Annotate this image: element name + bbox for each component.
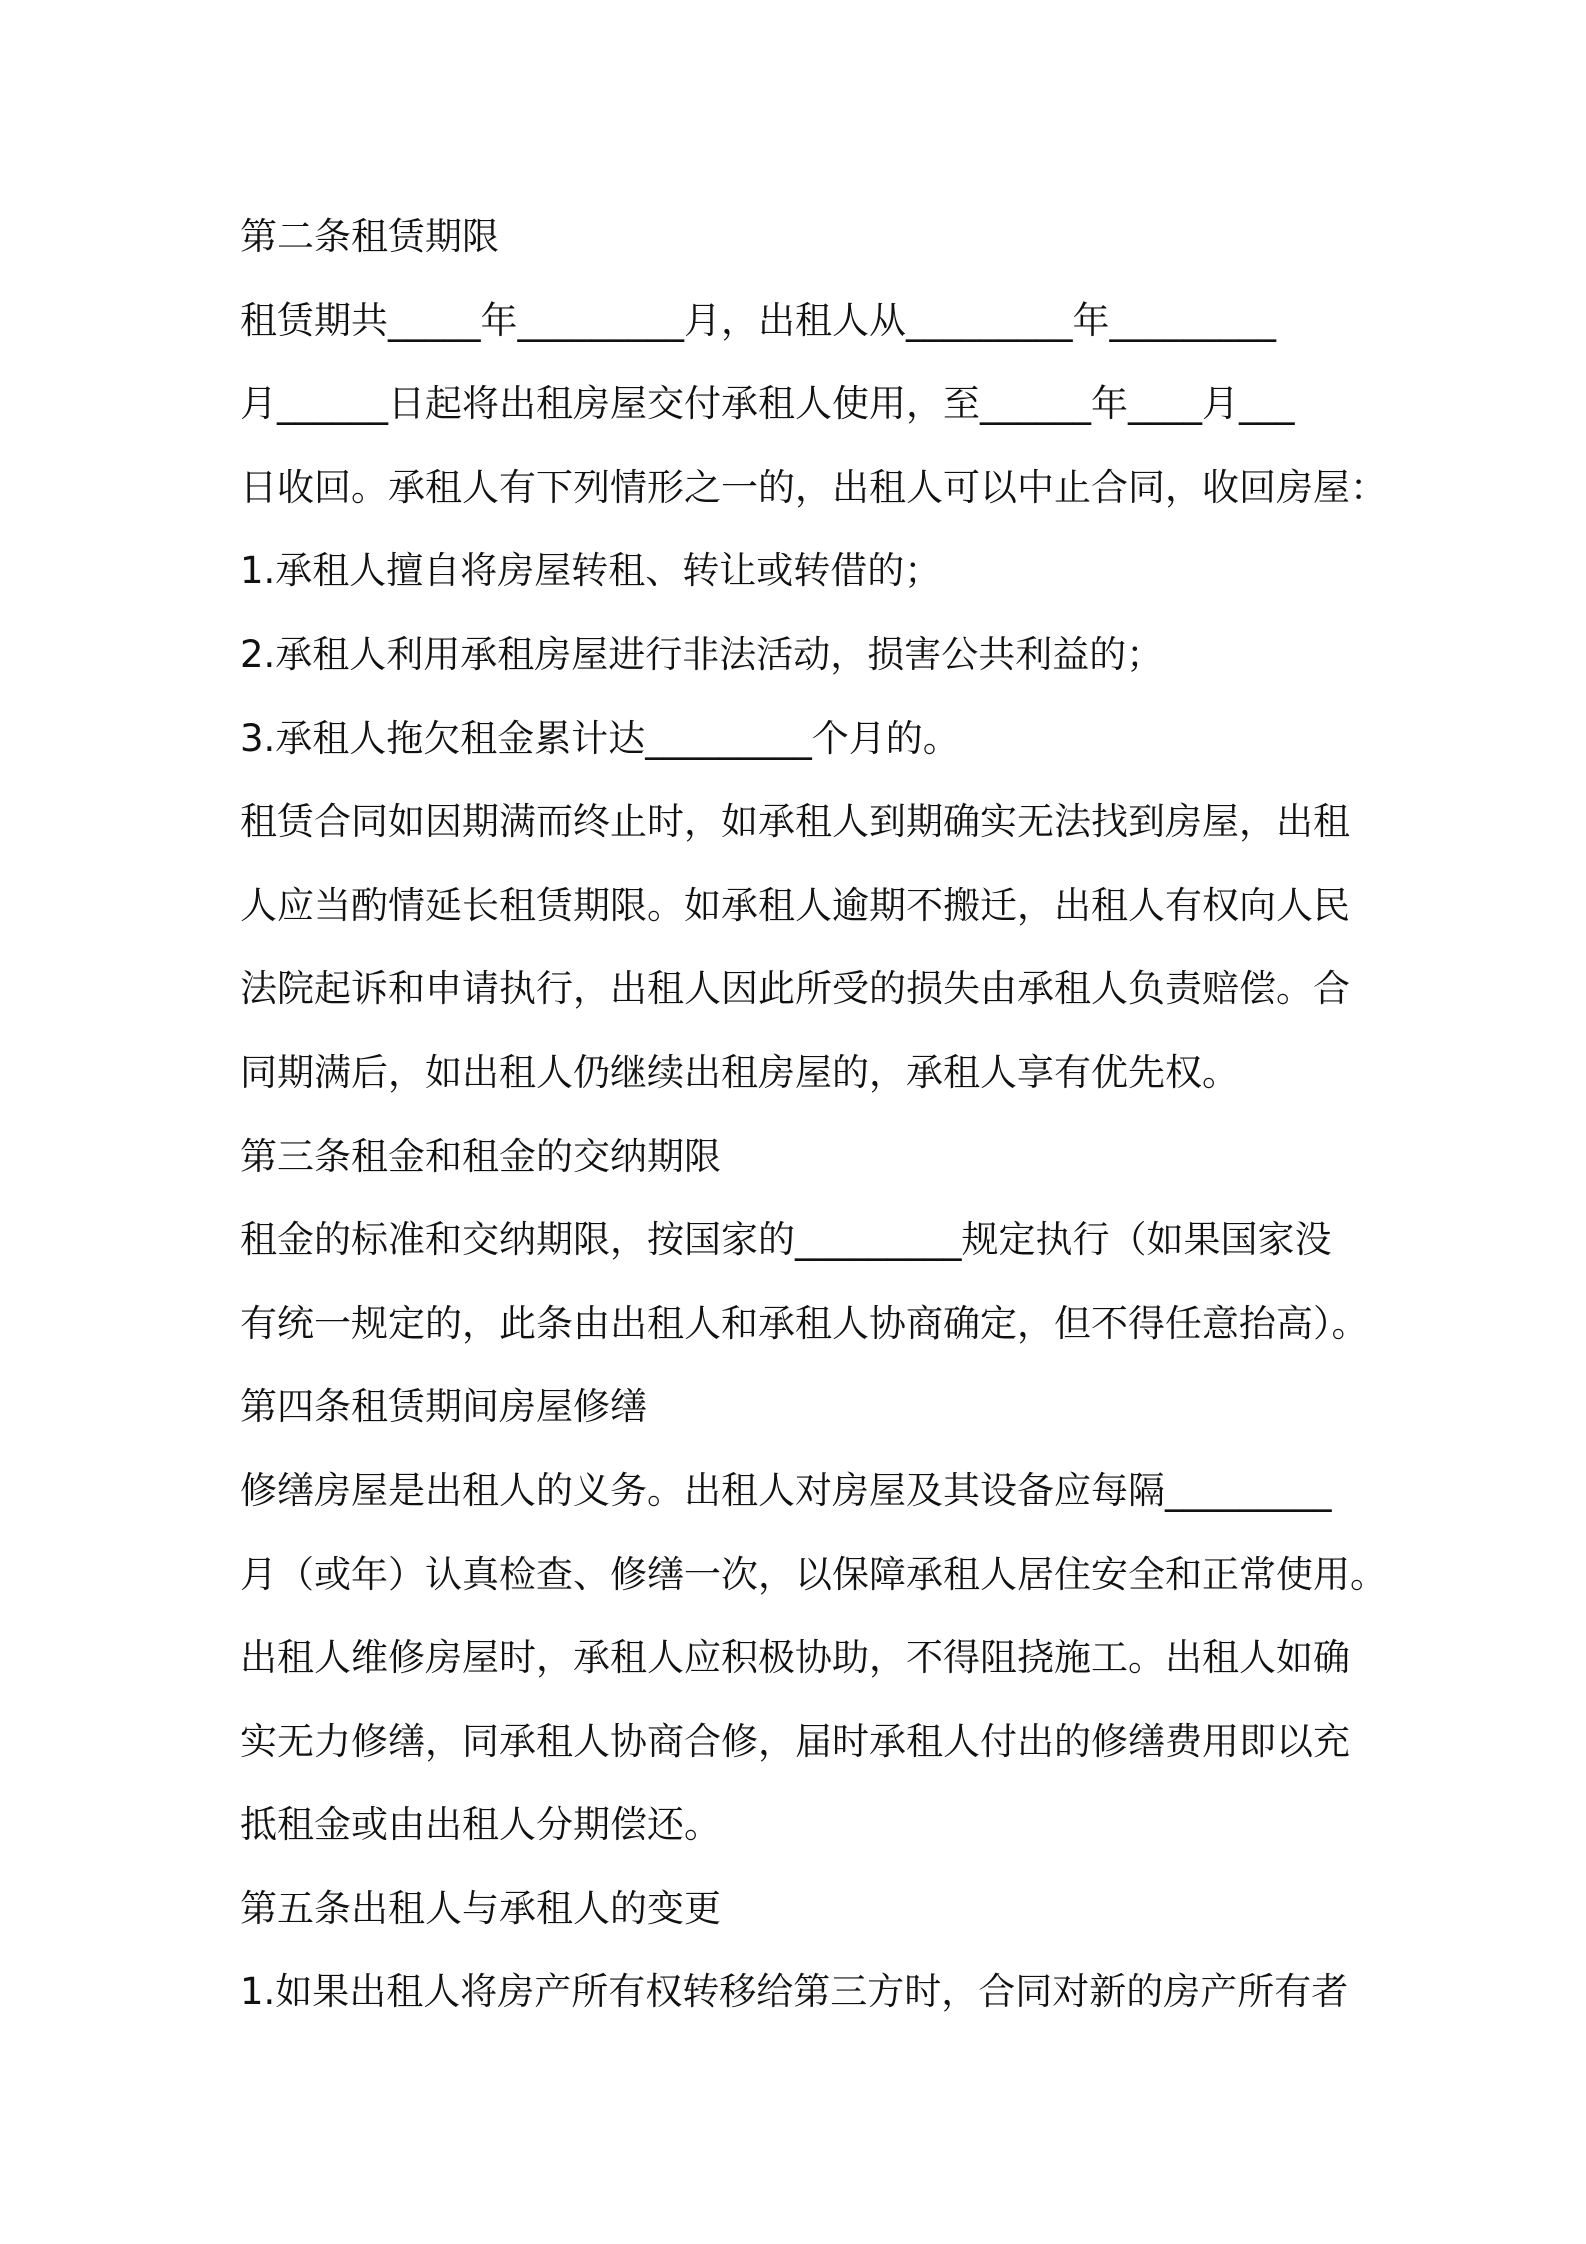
paragraph-line: 月______日起将出租房屋交付承租人使用，至______年____月___	[240, 382, 1295, 426]
document-body	[240, 195, 1387, 2034]
paragraph-line: 月（或年）认真检查、修缮一次，以保障承租人居住安全和正常使用。	[240, 1552, 1387, 1596]
paragraph-line: 修缮房屋是出租人的义务。出租人对房屋及其设备应每隔_________	[240, 1468, 1332, 1512]
list-item: 1.如果出租人将房产所有权转移给第三方时，合同对新的房产所有者	[240, 1970, 1349, 2014]
list-item: 3.承租人拖欠租金累计达_________个月的。	[240, 716, 960, 760]
list-item: 1.承租人擅自将房屋转租、转让或转借的；	[240, 549, 942, 593]
paragraph-line: 法院起诉和申请执行，出租人因此所受的损失由承租人负责赔偿。合	[240, 967, 1350, 1011]
paragraph-line: 有统一规定的，此条由出租人和承租人协商确定，但不得任意抬高）。	[240, 1301, 1369, 1345]
paragraph-line: 租赁合同如因期满而终止时，如承租人到期确实无法找到房屋，出租	[240, 800, 1350, 844]
paragraph-line: 抵租金或由出租人分期偿还。	[240, 1803, 721, 1847]
section-heading-2: 第二条租赁期限	[240, 215, 499, 258]
section-heading-3: 第三条租金和租金的交纳期限	[240, 1134, 721, 1178]
paragraph-line: 租赁期共_____年_________月，出租人从_________年_________	[240, 298, 1276, 342]
section-heading-5: 第五条出租人与承租人的变更	[240, 1886, 721, 1930]
paragraph-line: 日收回。承租人有下列情形之一的，出租人可以中止合同，收回房屋：	[240, 465, 1387, 509]
paragraph-line: 实无力修缮，同承租人协商合修，届时承租人付出的修缮费用即以充	[240, 1719, 1350, 1763]
paragraph-line: 租金的标准和交纳期限，按国家的_________规定执行（如果国家没	[240, 1218, 1332, 1262]
paragraph-line: 同期满后，如出租人仍继续出租房屋的，承租人享有优先权。	[240, 1050, 1239, 1094]
paragraph-line: 出租人维修房屋时，承租人应积极协助，不得阻挠施工。出租人如确	[240, 1636, 1350, 1680]
section-heading-4: 第四条租赁期间房屋修缮	[240, 1385, 647, 1429]
paragraph-line: 人应当酌情延长租赁期限。如承租人逾期不搬迁，出租人有权向人民	[240, 883, 1350, 927]
list-item: 2.承租人利用承租房屋进行非法活动，损害公共利益的；	[240, 632, 1164, 676]
